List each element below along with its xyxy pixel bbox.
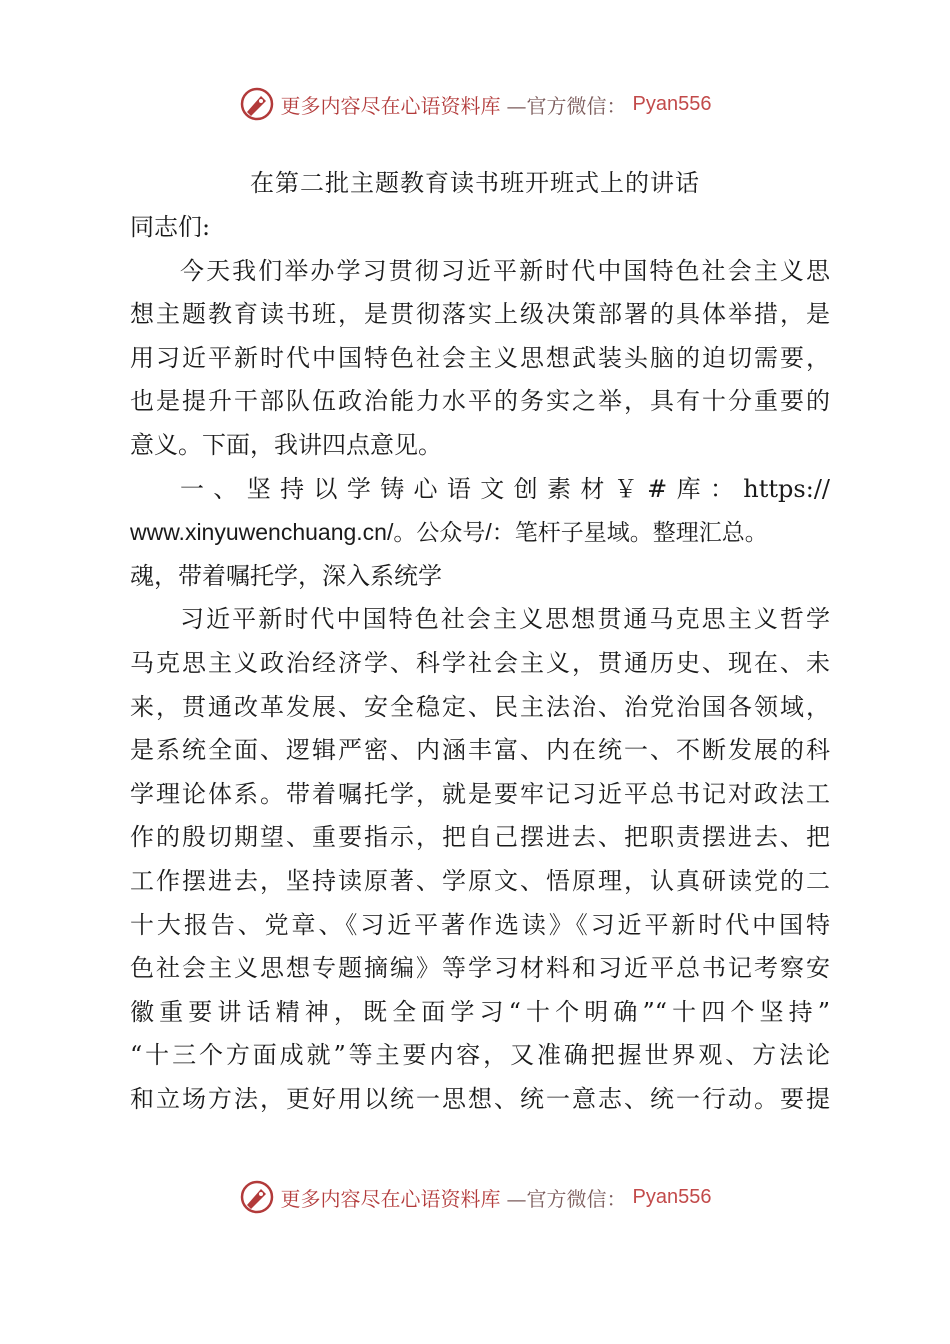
pen-nib-icon xyxy=(239,86,275,122)
watermark-wechat-id: Pyan556 xyxy=(632,92,712,115)
body-line: 学理论体系。带着嘱托学，就是要牢记习近平总书记对政法工 xyxy=(130,779,830,808)
body-line: 十大报告、党章、《习近平著作选读》《习近平新时代中国特 xyxy=(130,910,830,939)
body-line: 也是提升干部队伍政治能力水平的务实之举，具有十分重要的 xyxy=(130,387,830,416)
footer-watermark xyxy=(0,1177,950,1217)
body-line: 是系统全面、逻辑严密、内涵丰富、内在统一、不断发展的科 xyxy=(130,736,830,765)
body-line: www.xinyuwenchuang.cn/。公众号/：笔杆子星域。整理汇总。 xyxy=(130,519,768,546)
document-title: 在第二批主题教育读书班开班式上的讲话 xyxy=(250,169,700,197)
body-line: 作的殷切期望、重要指示，把自己摆进去、把职责摆进去、把 xyxy=(130,823,830,852)
section-heading-1: 一、坚持以学铸心语文创素材￥#库：https:// xyxy=(180,474,830,503)
body-line: 和立场方法，更好用以统一思想、统一意志、统一行动。要提 xyxy=(130,1084,830,1113)
watermark-separator-text: —官方微信： xyxy=(506,93,627,118)
body-line: 今天我们举办学习贯彻习近平新时代中国特色社会主义思 xyxy=(180,256,830,285)
body-line: 用习近平新时代中国特色社会主义思想武装头脑的迫切需要， xyxy=(130,343,830,372)
body-line: 习近平新时代中国特色社会主义思想贯通马克思主义哲学 xyxy=(180,605,830,634)
body-line: 意义。下面，我讲四点意见。 xyxy=(130,430,442,459)
body-line: 来，贯通改革发展、安全稳定、民主法治、治党治国各领域， xyxy=(130,692,830,721)
watermark-main-text: 更多内容尽在心语资料库 xyxy=(280,93,501,118)
pen-nib-icon xyxy=(239,1179,275,1215)
body-line: 徽重要讲话精神，既全面学习“十个明确”“十四个坚持” xyxy=(130,997,830,1026)
document-body xyxy=(130,206,830,1121)
section-heading-continued: 魂，带着嘱托学，深入系统学 xyxy=(130,561,442,590)
body-line: 工作摆进去，坚持读原著、学原文、悟原理，认真研读党的二 xyxy=(130,866,830,895)
body-line: 色社会主义思想专题摘编》等学习材料和习近平总书记考察安 xyxy=(130,954,830,983)
salutation: 同志们: xyxy=(130,213,211,241)
header-watermark xyxy=(0,84,950,124)
body-line: 想主题教育读书班，是贯彻落实上级决策部署的具体举措，是 xyxy=(130,300,830,329)
watermark-main-text: 更多内容尽在心语资料库 xyxy=(280,1186,501,1211)
body-line: “十三个方面成就”等主要内容，又准确把握世界观、方法论 xyxy=(130,1041,830,1070)
watermark-wechat-id: Pyan556 xyxy=(632,1185,712,1208)
watermark-separator-text: —官方微信： xyxy=(506,1186,627,1211)
body-line: 马克思主义政治经济学、科学社会主义，贯通历史、现在、未 xyxy=(130,648,830,677)
